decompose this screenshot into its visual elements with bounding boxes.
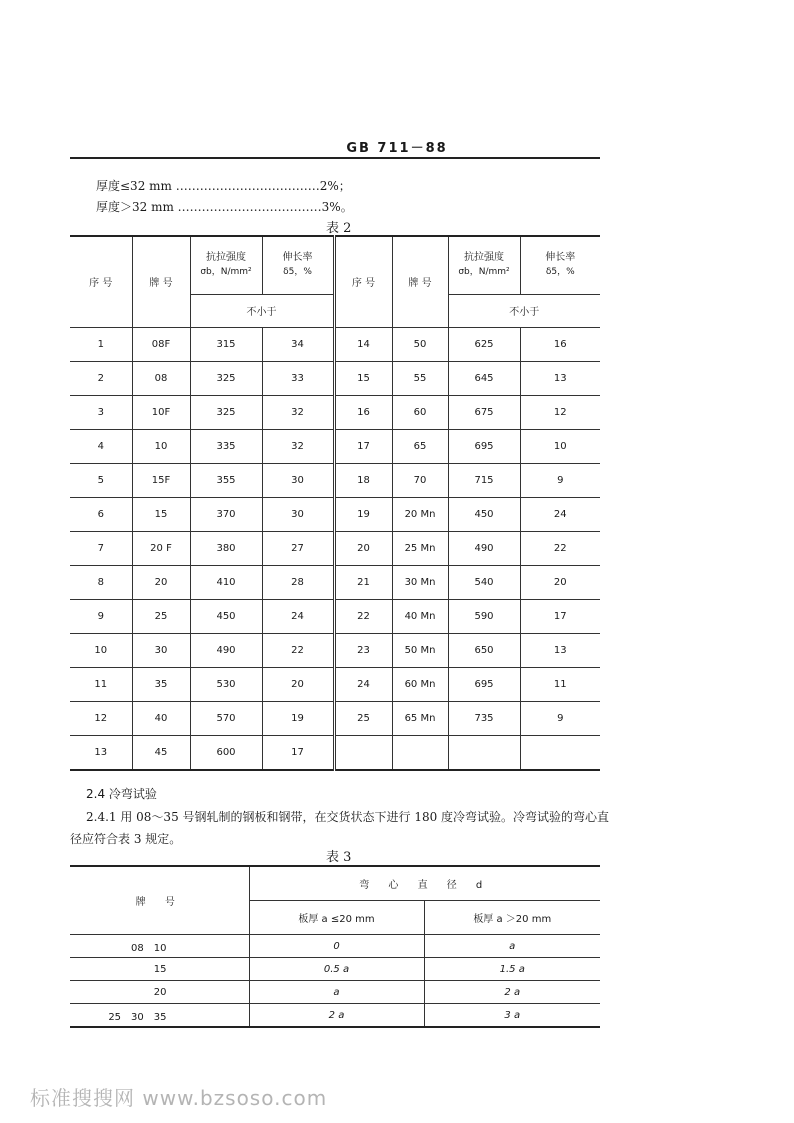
cell-brand-right: 70 bbox=[392, 463, 448, 497]
cell-tensile-right: 735 bbox=[448, 701, 520, 735]
cell-elongation-right: 10 bbox=[520, 429, 600, 463]
cell-elongation-right: 16 bbox=[520, 327, 600, 361]
cell-seq: 9 bbox=[70, 599, 132, 633]
cell-tensile-right: 675 bbox=[448, 395, 520, 429]
cell-elongation: 24 bbox=[262, 599, 334, 633]
site-watermark: 标准搜搜网 www.bzsoso.com bbox=[30, 1086, 328, 1110]
cell-elongation: 22 bbox=[262, 633, 334, 667]
cell-bend-gt-20: 3 a bbox=[424, 1004, 600, 1028]
cell-elongation-right: 20 bbox=[520, 565, 600, 599]
cell-tensile-right: 645 bbox=[448, 361, 520, 395]
cell-brand: 08F bbox=[132, 327, 190, 361]
cell-seq-right: 18 bbox=[334, 463, 392, 497]
table-row bbox=[70, 701, 600, 735]
cell-tensile: 530 bbox=[190, 667, 262, 701]
cell-elongation-right: 13 bbox=[520, 361, 600, 395]
cell-brand: 15F bbox=[132, 463, 190, 497]
cell-elongation: 17 bbox=[262, 735, 334, 770]
cell-tensile: 380 bbox=[190, 531, 262, 565]
cell-tensile-right: 715 bbox=[448, 463, 520, 497]
header-elongation-label: 伸长率 bbox=[282, 252, 313, 264]
cell-tensile: 410 bbox=[190, 565, 262, 599]
header-elongation-unit-right: δ5，% bbox=[545, 267, 575, 278]
section-paragraph-line-2: 径应符合表 3 规定。 bbox=[70, 832, 182, 846]
cell-seq: 1 bbox=[70, 327, 132, 361]
cell-bend-gt-20: 2 a bbox=[424, 981, 600, 1004]
table-row bbox=[70, 565, 600, 599]
cell-tensile-right: 695 bbox=[448, 667, 520, 701]
cell-elongation-right: 17 bbox=[520, 599, 600, 633]
cell-seq: 11 bbox=[70, 667, 132, 701]
cell-brand: 08 bbox=[132, 361, 190, 395]
cell-brand: 20 bbox=[132, 565, 190, 599]
cell-elongation-right: 12 bbox=[520, 395, 600, 429]
cell-seq: 8 bbox=[70, 565, 132, 599]
cell-bend-le-20: a bbox=[249, 981, 424, 1004]
cell-elongation: 34 bbox=[262, 327, 334, 361]
cell-elongation-right bbox=[520, 735, 600, 770]
cell-seq-right: 16 bbox=[334, 395, 392, 429]
cell-brand: 40 bbox=[132, 701, 190, 735]
cell-bend-le-20: 2 a bbox=[249, 1004, 424, 1028]
cell-tensile: 335 bbox=[190, 429, 262, 463]
cell-seq: 13 bbox=[70, 735, 132, 770]
table-row bbox=[70, 981, 600, 1004]
cell-brand: 30 bbox=[132, 633, 190, 667]
cell-brand: 20 bbox=[70, 981, 249, 1004]
cell-brand: 35 bbox=[132, 667, 190, 701]
cell-seq: 3 bbox=[70, 395, 132, 429]
cell-brand-right: 20 Mn bbox=[392, 497, 448, 531]
cell-seq: 2 bbox=[70, 361, 132, 395]
cell-seq-right bbox=[334, 735, 392, 770]
cell-tensile-right: 540 bbox=[448, 565, 520, 599]
table-row bbox=[70, 429, 600, 463]
cell-tensile-right: 695 bbox=[448, 429, 520, 463]
cell-seq-right: 14 bbox=[334, 327, 392, 361]
header-not-less-than: 不小于 bbox=[190, 294, 334, 327]
table3-caption: 表 3 bbox=[326, 850, 352, 865]
cell-brand-right: 65 bbox=[392, 429, 448, 463]
cell-elongation: 33 bbox=[262, 361, 334, 395]
table-row bbox=[70, 1004, 600, 1028]
header-seq-right: 序 号 bbox=[334, 236, 392, 327]
table-row bbox=[70, 361, 600, 395]
table2-caption: 表 2 bbox=[326, 221, 352, 236]
section-paragraph-line-1: 2.4.1 用 08～35 号钢轧制的钢板和钢带，在交货状态下进行 180 度冷弯试验。冷弯试验的弯心直 bbox=[86, 810, 610, 824]
cell-brand-right: 50 Mn bbox=[392, 633, 448, 667]
cell-bend-gt-20: a bbox=[424, 935, 600, 958]
cell-elongation: 30 bbox=[262, 497, 334, 531]
cell-elongation-right: 22 bbox=[520, 531, 600, 565]
cell-brand-right: 25 Mn bbox=[392, 531, 448, 565]
cell-seq: 5 bbox=[70, 463, 132, 497]
cell-elongation-right: 24 bbox=[520, 497, 600, 531]
header-not-less-than-right: 不小于 bbox=[448, 294, 600, 327]
cell-elongation-right: 9 bbox=[520, 701, 600, 735]
header-seq: 序 号 bbox=[70, 236, 132, 327]
header-tensile-unit: σb，N/mm² bbox=[200, 267, 252, 278]
table-row bbox=[70, 935, 600, 958]
header-tensile bbox=[190, 236, 262, 294]
cell-seq: 6 bbox=[70, 497, 132, 531]
cell-elongation-right: 13 bbox=[520, 633, 600, 667]
cell-seq-right: 19 bbox=[334, 497, 392, 531]
thickness-line-1: 厚度≤32 mm ………………………………2%； bbox=[96, 179, 351, 193]
cell-brand-right: 55 bbox=[392, 361, 448, 395]
cell-brand: 10F bbox=[132, 395, 190, 429]
cell-seq: 4 bbox=[70, 429, 132, 463]
cell-bend-le-20: 0.5 a bbox=[249, 958, 424, 981]
cell-tensile: 450 bbox=[190, 599, 262, 633]
table-row bbox=[70, 599, 600, 633]
table-row bbox=[70, 633, 600, 667]
cell-elongation: 19 bbox=[262, 701, 334, 735]
cell-tensile: 570 bbox=[190, 701, 262, 735]
header-thickness-gt-20: 板厚 a ＞20 mm bbox=[424, 901, 600, 935]
cell-elongation: 28 bbox=[262, 565, 334, 599]
cell-tensile-right: 590 bbox=[448, 599, 520, 633]
cell-seq-right: 22 bbox=[334, 599, 392, 633]
cell-tensile-right: 625 bbox=[448, 327, 520, 361]
cell-tensile: 370 bbox=[190, 497, 262, 531]
thickness-line-2: 厚度＞32 mm ………………………………3%。 bbox=[96, 200, 353, 214]
header-elongation-right bbox=[520, 236, 600, 294]
header-brand: 牌 号 bbox=[70, 866, 249, 935]
cell-brand-right bbox=[392, 735, 448, 770]
header-tensile-label-right: 抗拉强度 bbox=[464, 252, 504, 264]
cell-seq: 12 bbox=[70, 701, 132, 735]
cell-brand-right: 40 Mn bbox=[392, 599, 448, 633]
cell-tensile-right: 650 bbox=[448, 633, 520, 667]
table-row bbox=[70, 958, 600, 981]
header-rule bbox=[70, 157, 600, 159]
cell-tensile: 355 bbox=[190, 463, 262, 497]
table-row bbox=[70, 497, 600, 531]
cell-brand: 20 F bbox=[132, 531, 190, 565]
cell-brand-right: 65 Mn bbox=[392, 701, 448, 735]
table-3 bbox=[70, 865, 600, 1028]
header-brand-right: 牌 号 bbox=[392, 236, 448, 327]
cell-brand: 25 30 35 bbox=[70, 1004, 249, 1028]
header-tensile-label: 抗拉强度 bbox=[206, 252, 246, 264]
cell-seq: 10 bbox=[70, 633, 132, 667]
cell-brand: 25 bbox=[132, 599, 190, 633]
cell-bend-le-20: 0 bbox=[249, 935, 424, 958]
cell-tensile-right: 490 bbox=[448, 531, 520, 565]
cell-elongation-right: 9 bbox=[520, 463, 600, 497]
table-row bbox=[70, 395, 600, 429]
header-elongation-unit: δ5，% bbox=[283, 267, 312, 278]
cell-tensile: 325 bbox=[190, 395, 262, 429]
cell-tensile: 315 bbox=[190, 327, 262, 361]
cell-seq-right: 25 bbox=[334, 701, 392, 735]
table-row bbox=[70, 667, 600, 701]
table-row bbox=[70, 735, 600, 770]
cell-elongation: 32 bbox=[262, 429, 334, 463]
cell-bend-gt-20: 1.5 a bbox=[424, 958, 600, 981]
table-row bbox=[70, 327, 600, 361]
header-thickness-le-20: 板厚 a ≤20 mm bbox=[249, 901, 424, 935]
cell-brand-right: 30 Mn bbox=[392, 565, 448, 599]
cell-tensile-right bbox=[448, 735, 520, 770]
cell-brand-right: 50 bbox=[392, 327, 448, 361]
cell-tensile: 600 bbox=[190, 735, 262, 770]
cell-tensile: 325 bbox=[190, 361, 262, 395]
header-bend-diameter: 弯 心 直 径 d bbox=[249, 866, 600, 901]
cell-brand: 08 10 bbox=[70, 935, 249, 958]
header-elongation bbox=[262, 236, 334, 294]
cell-seq-right: 23 bbox=[334, 633, 392, 667]
cell-brand-right: 60 Mn bbox=[392, 667, 448, 701]
cell-elongation: 30 bbox=[262, 463, 334, 497]
cell-seq-right: 24 bbox=[334, 667, 392, 701]
cell-seq-right: 21 bbox=[334, 565, 392, 599]
cell-elongation: 20 bbox=[262, 667, 334, 701]
header-elongation-label-right: 伸长率 bbox=[545, 252, 576, 264]
cell-elongation: 32 bbox=[262, 395, 334, 429]
cell-brand: 10 bbox=[132, 429, 190, 463]
table-2 bbox=[70, 235, 600, 771]
cell-brand: 15 bbox=[132, 497, 190, 531]
header-tensile-unit-right: σb，N/mm² bbox=[458, 267, 510, 278]
cell-brand-right: 60 bbox=[392, 395, 448, 429]
table-row bbox=[70, 463, 600, 497]
cell-seq: 7 bbox=[70, 531, 132, 565]
cell-elongation: 27 bbox=[262, 531, 334, 565]
cell-tensile-right: 450 bbox=[448, 497, 520, 531]
cell-seq-right: 17 bbox=[334, 429, 392, 463]
cell-brand: 45 bbox=[132, 735, 190, 770]
cell-seq-right: 15 bbox=[334, 361, 392, 395]
cell-elongation-right: 11 bbox=[520, 667, 600, 701]
cell-seq-right: 20 bbox=[334, 531, 392, 565]
cell-tensile: 490 bbox=[190, 633, 262, 667]
section-heading: 2.4 冷弯试验 bbox=[86, 787, 157, 801]
cell-brand: 15 bbox=[70, 958, 249, 981]
header-tensile-right bbox=[448, 236, 520, 294]
table-row bbox=[70, 531, 600, 565]
header-brand: 牌 号 bbox=[132, 236, 190, 327]
document-code: GB 711－88 bbox=[346, 141, 448, 156]
